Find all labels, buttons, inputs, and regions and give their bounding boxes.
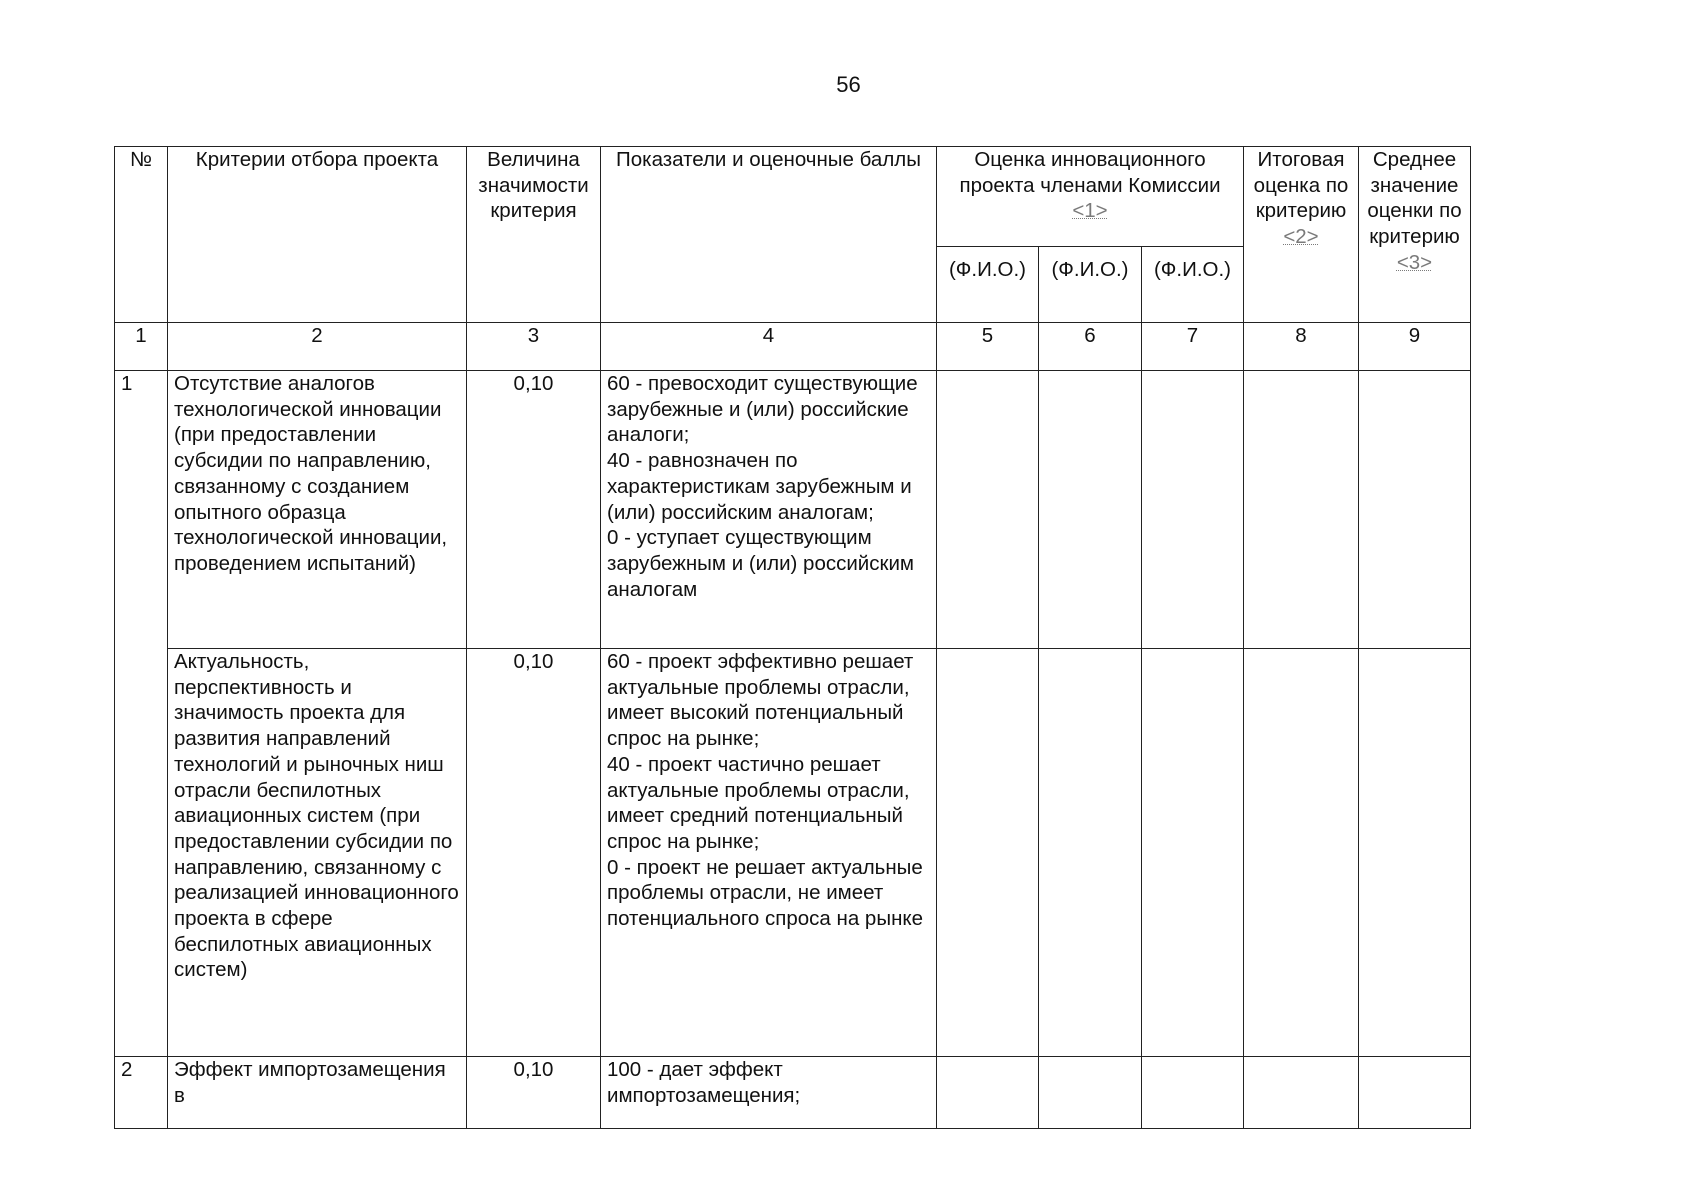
header-weight: Величина значимости критерия bbox=[467, 147, 601, 323]
score-cell bbox=[1142, 1057, 1244, 1129]
column-number: 8 bbox=[1244, 323, 1359, 371]
row-indicators: 60 - проект эффективно решает актуальные проблемы отрасли, имеет высокий потенциальный спрос на рынке; 40 - проект частично решает актуальные проблемы отрасли, имеет средний потенциальный спрос на рынке; 0 - проект не решает актуальные проблемы отрасли, не имеет потенциального спроса на рынке bbox=[601, 649, 937, 1057]
column-number: 3 bbox=[467, 323, 601, 371]
score-cell bbox=[937, 649, 1039, 1057]
header-indicators: Показатели и оценочные баллы bbox=[601, 147, 937, 323]
average-cell bbox=[1359, 649, 1471, 1057]
footnote-ref-2[interactable]: <2> bbox=[1283, 225, 1319, 249]
column-number: 6 bbox=[1039, 323, 1142, 371]
header-average-text: Среднее значение оценки по критерию bbox=[1367, 148, 1462, 249]
header-fio-3: (Ф.И.О.) bbox=[1142, 247, 1244, 323]
row-criteria: Актуальность, перспективность и значимость проекта для развития направлений технологий и рыночных ниш отрасли беспилотных авиационных систем (при предоставлении субсидии по направлению, связанному с реализацией инновационного проекта в сфере беспилотных авиационных систем) bbox=[168, 649, 467, 1057]
column-number: 4 bbox=[601, 323, 937, 371]
table-row bbox=[115, 371, 1471, 649]
table-row bbox=[115, 1057, 1471, 1129]
header-total-text: Итоговая оценка по критерию bbox=[1253, 148, 1349, 223]
row-weight: 0,10 bbox=[467, 371, 601, 649]
page-number: 56 bbox=[836, 72, 861, 97]
column-number: 2 bbox=[168, 323, 467, 371]
criteria-table bbox=[114, 146, 1471, 1129]
row-weight: 0,10 bbox=[467, 649, 601, 1057]
header-average bbox=[1359, 147, 1471, 323]
row-no: 1 bbox=[115, 371, 168, 1057]
score-cell bbox=[1142, 371, 1244, 649]
score-cell bbox=[1142, 649, 1244, 1057]
header-criteria: Критерии отбора проекта bbox=[168, 147, 467, 323]
column-number: 7 bbox=[1142, 323, 1244, 371]
header-total bbox=[1244, 147, 1359, 323]
column-number: 9 bbox=[1359, 323, 1471, 371]
header-fio-1: (Ф.И.О.) bbox=[937, 247, 1039, 323]
row-indicators: 100 - дает эффект импортозамещения; bbox=[601, 1057, 937, 1129]
header-no: № bbox=[115, 147, 168, 323]
average-cell bbox=[1359, 1057, 1471, 1129]
column-number: 1 bbox=[115, 323, 168, 371]
header-commission bbox=[937, 147, 1244, 247]
row-indicators: 60 - превосходит существующие зарубежные и (или) российские аналоги; 40 - равнозначен по характеристикам зарубежным и (или) российским аналогам; 0 - уступает существующим зарубежным и (или) российским аналогам bbox=[601, 371, 937, 649]
row-criteria: Отсутствие аналогов технологической инновации (при предоставлении субсидии по направлению, связанному с созданием опытного образца технологической инновации, проведением испытаний) bbox=[168, 371, 467, 649]
row-criteria: Эффект импортозамещения в bbox=[168, 1057, 467, 1129]
score-cell bbox=[1039, 1057, 1142, 1129]
footnote-ref-1[interactable]: <1> bbox=[1072, 199, 1108, 223]
score-cell bbox=[937, 371, 1039, 649]
footnote-ref-3[interactable]: <3> bbox=[1396, 250, 1433, 274]
average-cell bbox=[1359, 371, 1471, 649]
total-cell bbox=[1244, 649, 1359, 1057]
score-cell bbox=[937, 1057, 1039, 1129]
table-row bbox=[115, 649, 1471, 1057]
total-cell bbox=[1244, 1057, 1359, 1129]
column-number: 5 bbox=[937, 323, 1039, 371]
header-fio-2: (Ф.И.О.) bbox=[1039, 247, 1142, 323]
total-cell bbox=[1244, 371, 1359, 649]
score-cell bbox=[1039, 649, 1142, 1057]
row-weight: 0,10 bbox=[467, 1057, 601, 1129]
header-commission-text: Оценка инновационного проекта членами Комиссии bbox=[959, 148, 1221, 197]
score-cell bbox=[1039, 371, 1142, 649]
row-no: 2 bbox=[115, 1057, 168, 1129]
